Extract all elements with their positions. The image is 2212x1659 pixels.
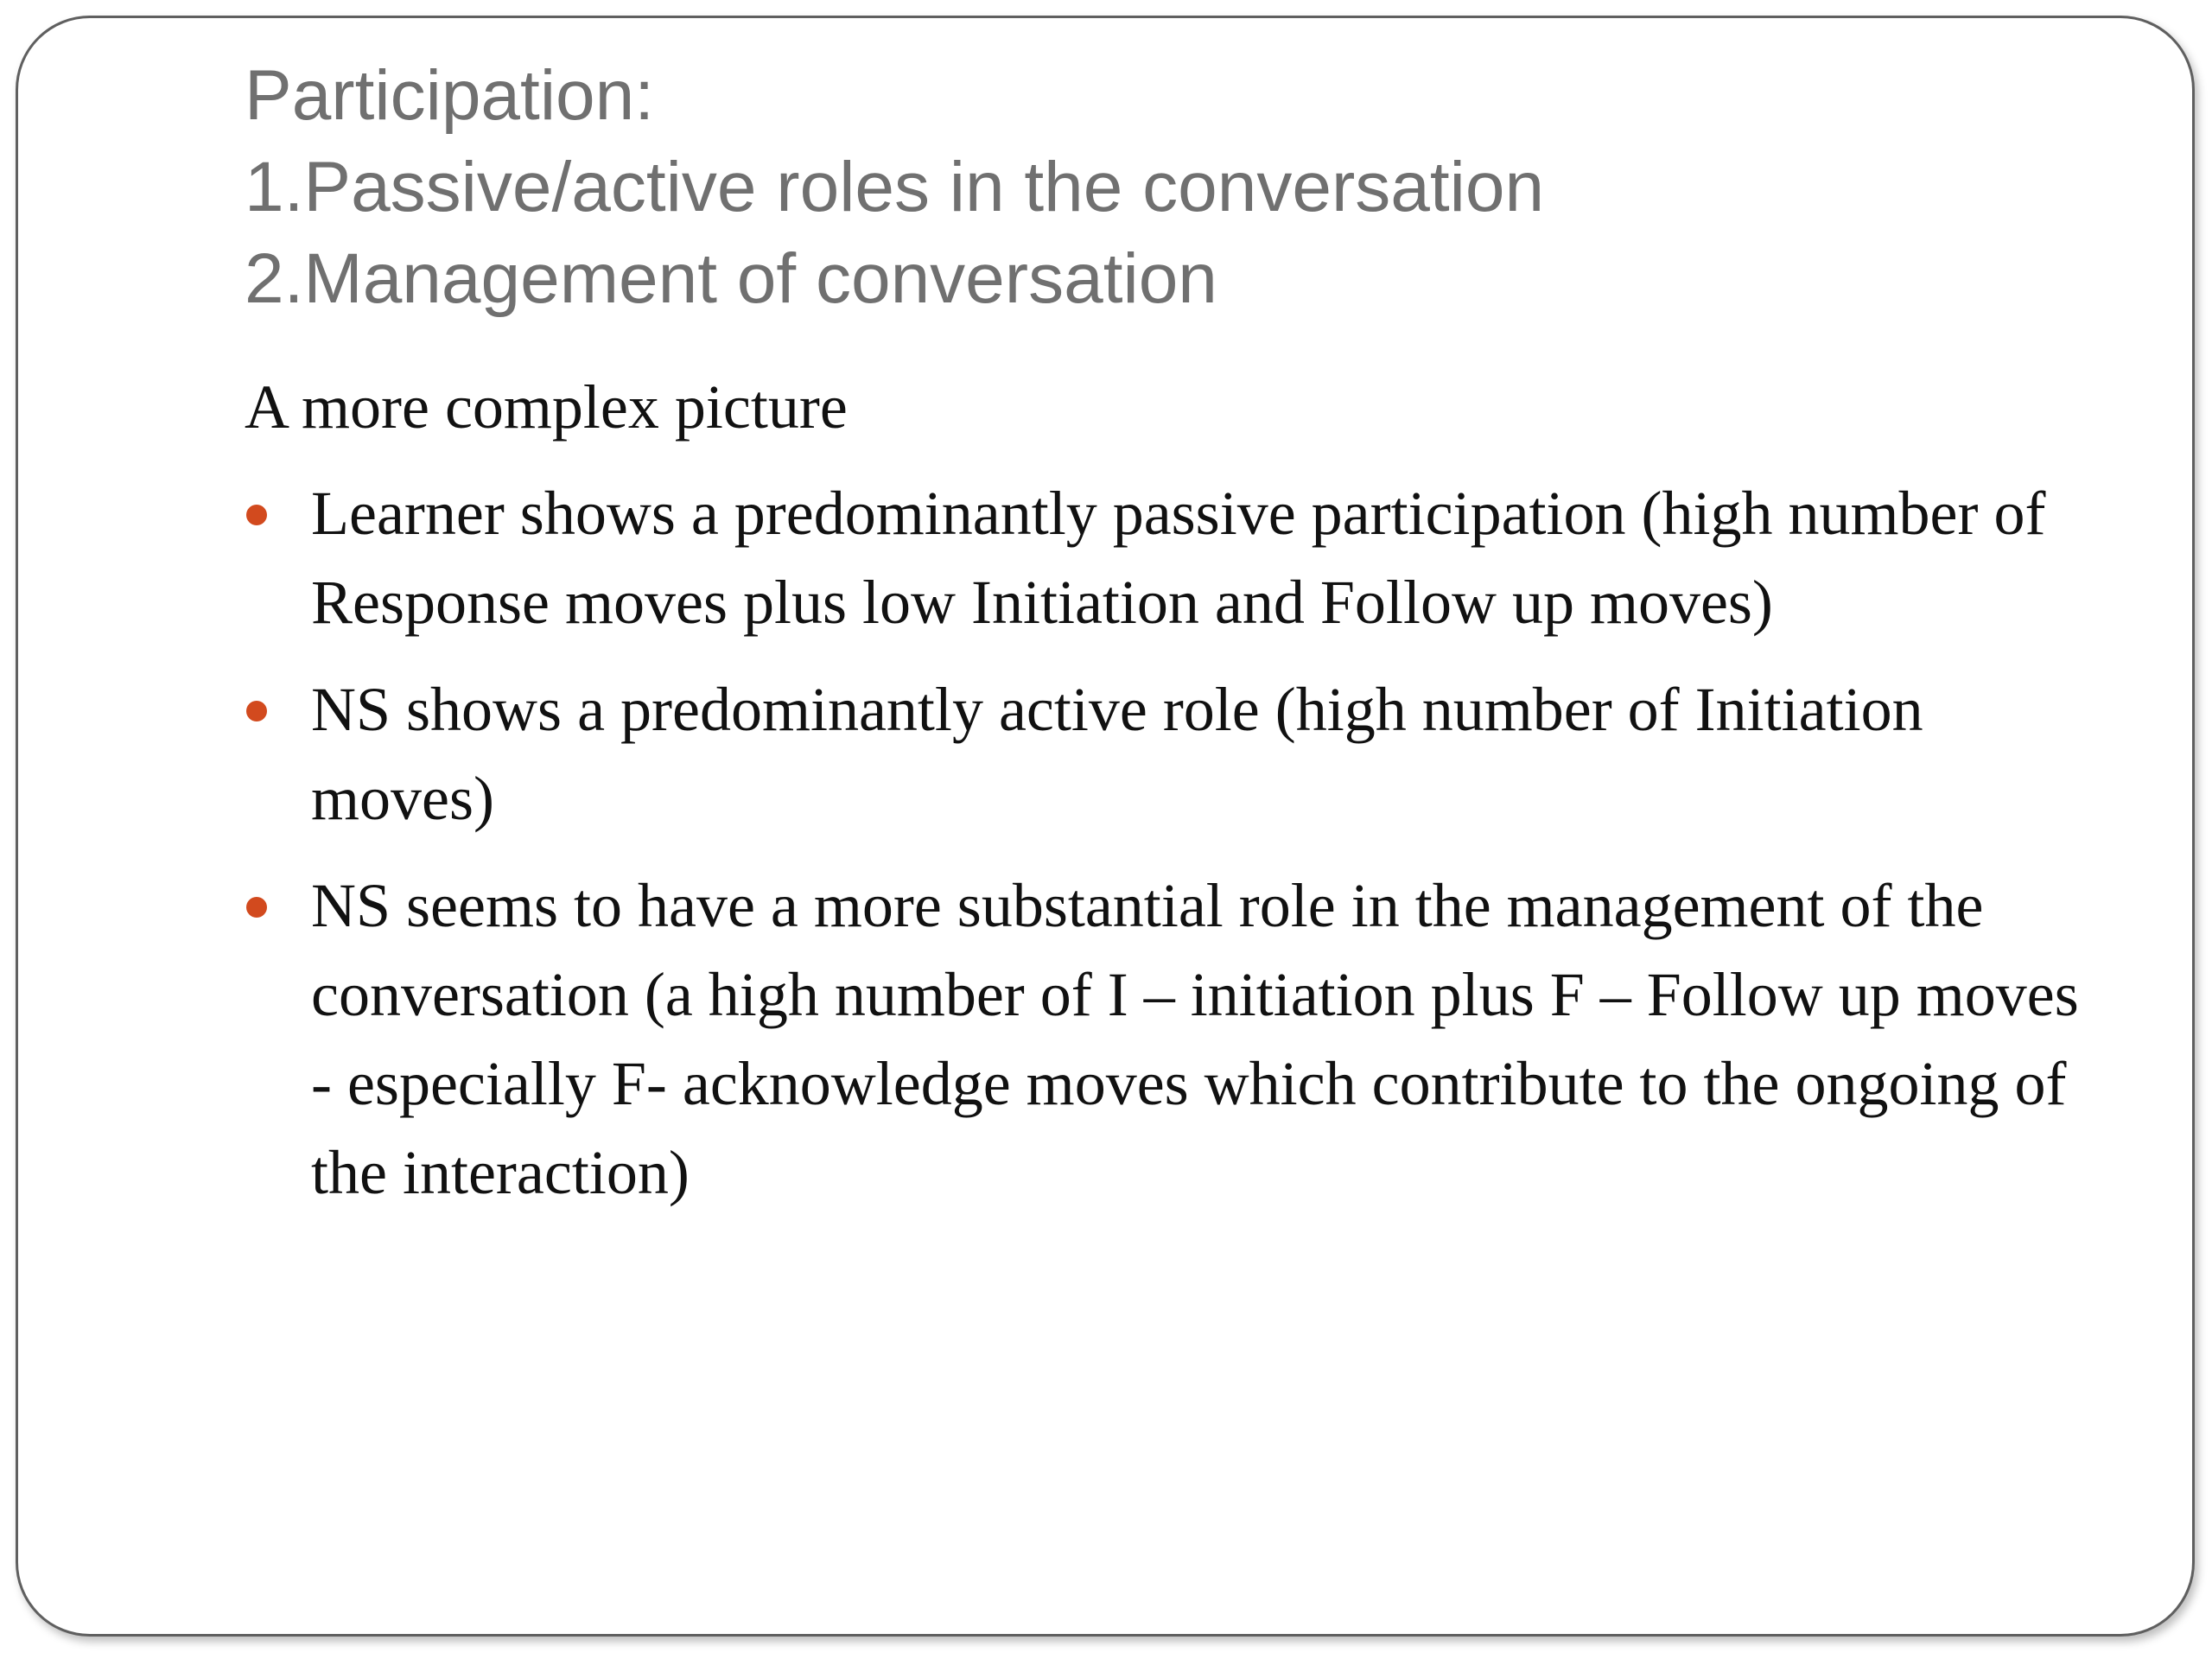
title-line-management: 2.Management of conversation [245, 239, 1217, 318]
bullet-list [245, 469, 2102, 1217]
bullet-item-learner [245, 469, 2102, 647]
intro-text: A more complex picture [245, 372, 848, 442]
bullet-text: NS shows a predominantly active role (high number of Initiation moves) [311, 675, 1923, 833]
slide-body [245, 363, 2102, 1236]
bullet-text: Learner shows a predominantly passive participation (high number of Response moves plus low Initiation and Follow up moves) [311, 479, 2046, 637]
bullet-item-ns-management [245, 861, 2102, 1217]
bullet-item-ns-active [245, 665, 2102, 843]
bullet-dot-icon [246, 505, 267, 525]
title-line-roles: 1.Passive/active roles in the conversation [245, 148, 1545, 226]
bullet-dot-icon [246, 897, 267, 918]
bullet-text: NS seems to have a more substantial role in the management of the conversation (a high number of I – initiation plus F – Follow up moves - especially F- acknowledge moves which contribute to the ongoing of the interaction) [311, 871, 2079, 1207]
title-line-heading: Participation: [245, 56, 655, 135]
slide-title [245, 50, 2102, 325]
bullet-dot-icon [246, 701, 267, 721]
